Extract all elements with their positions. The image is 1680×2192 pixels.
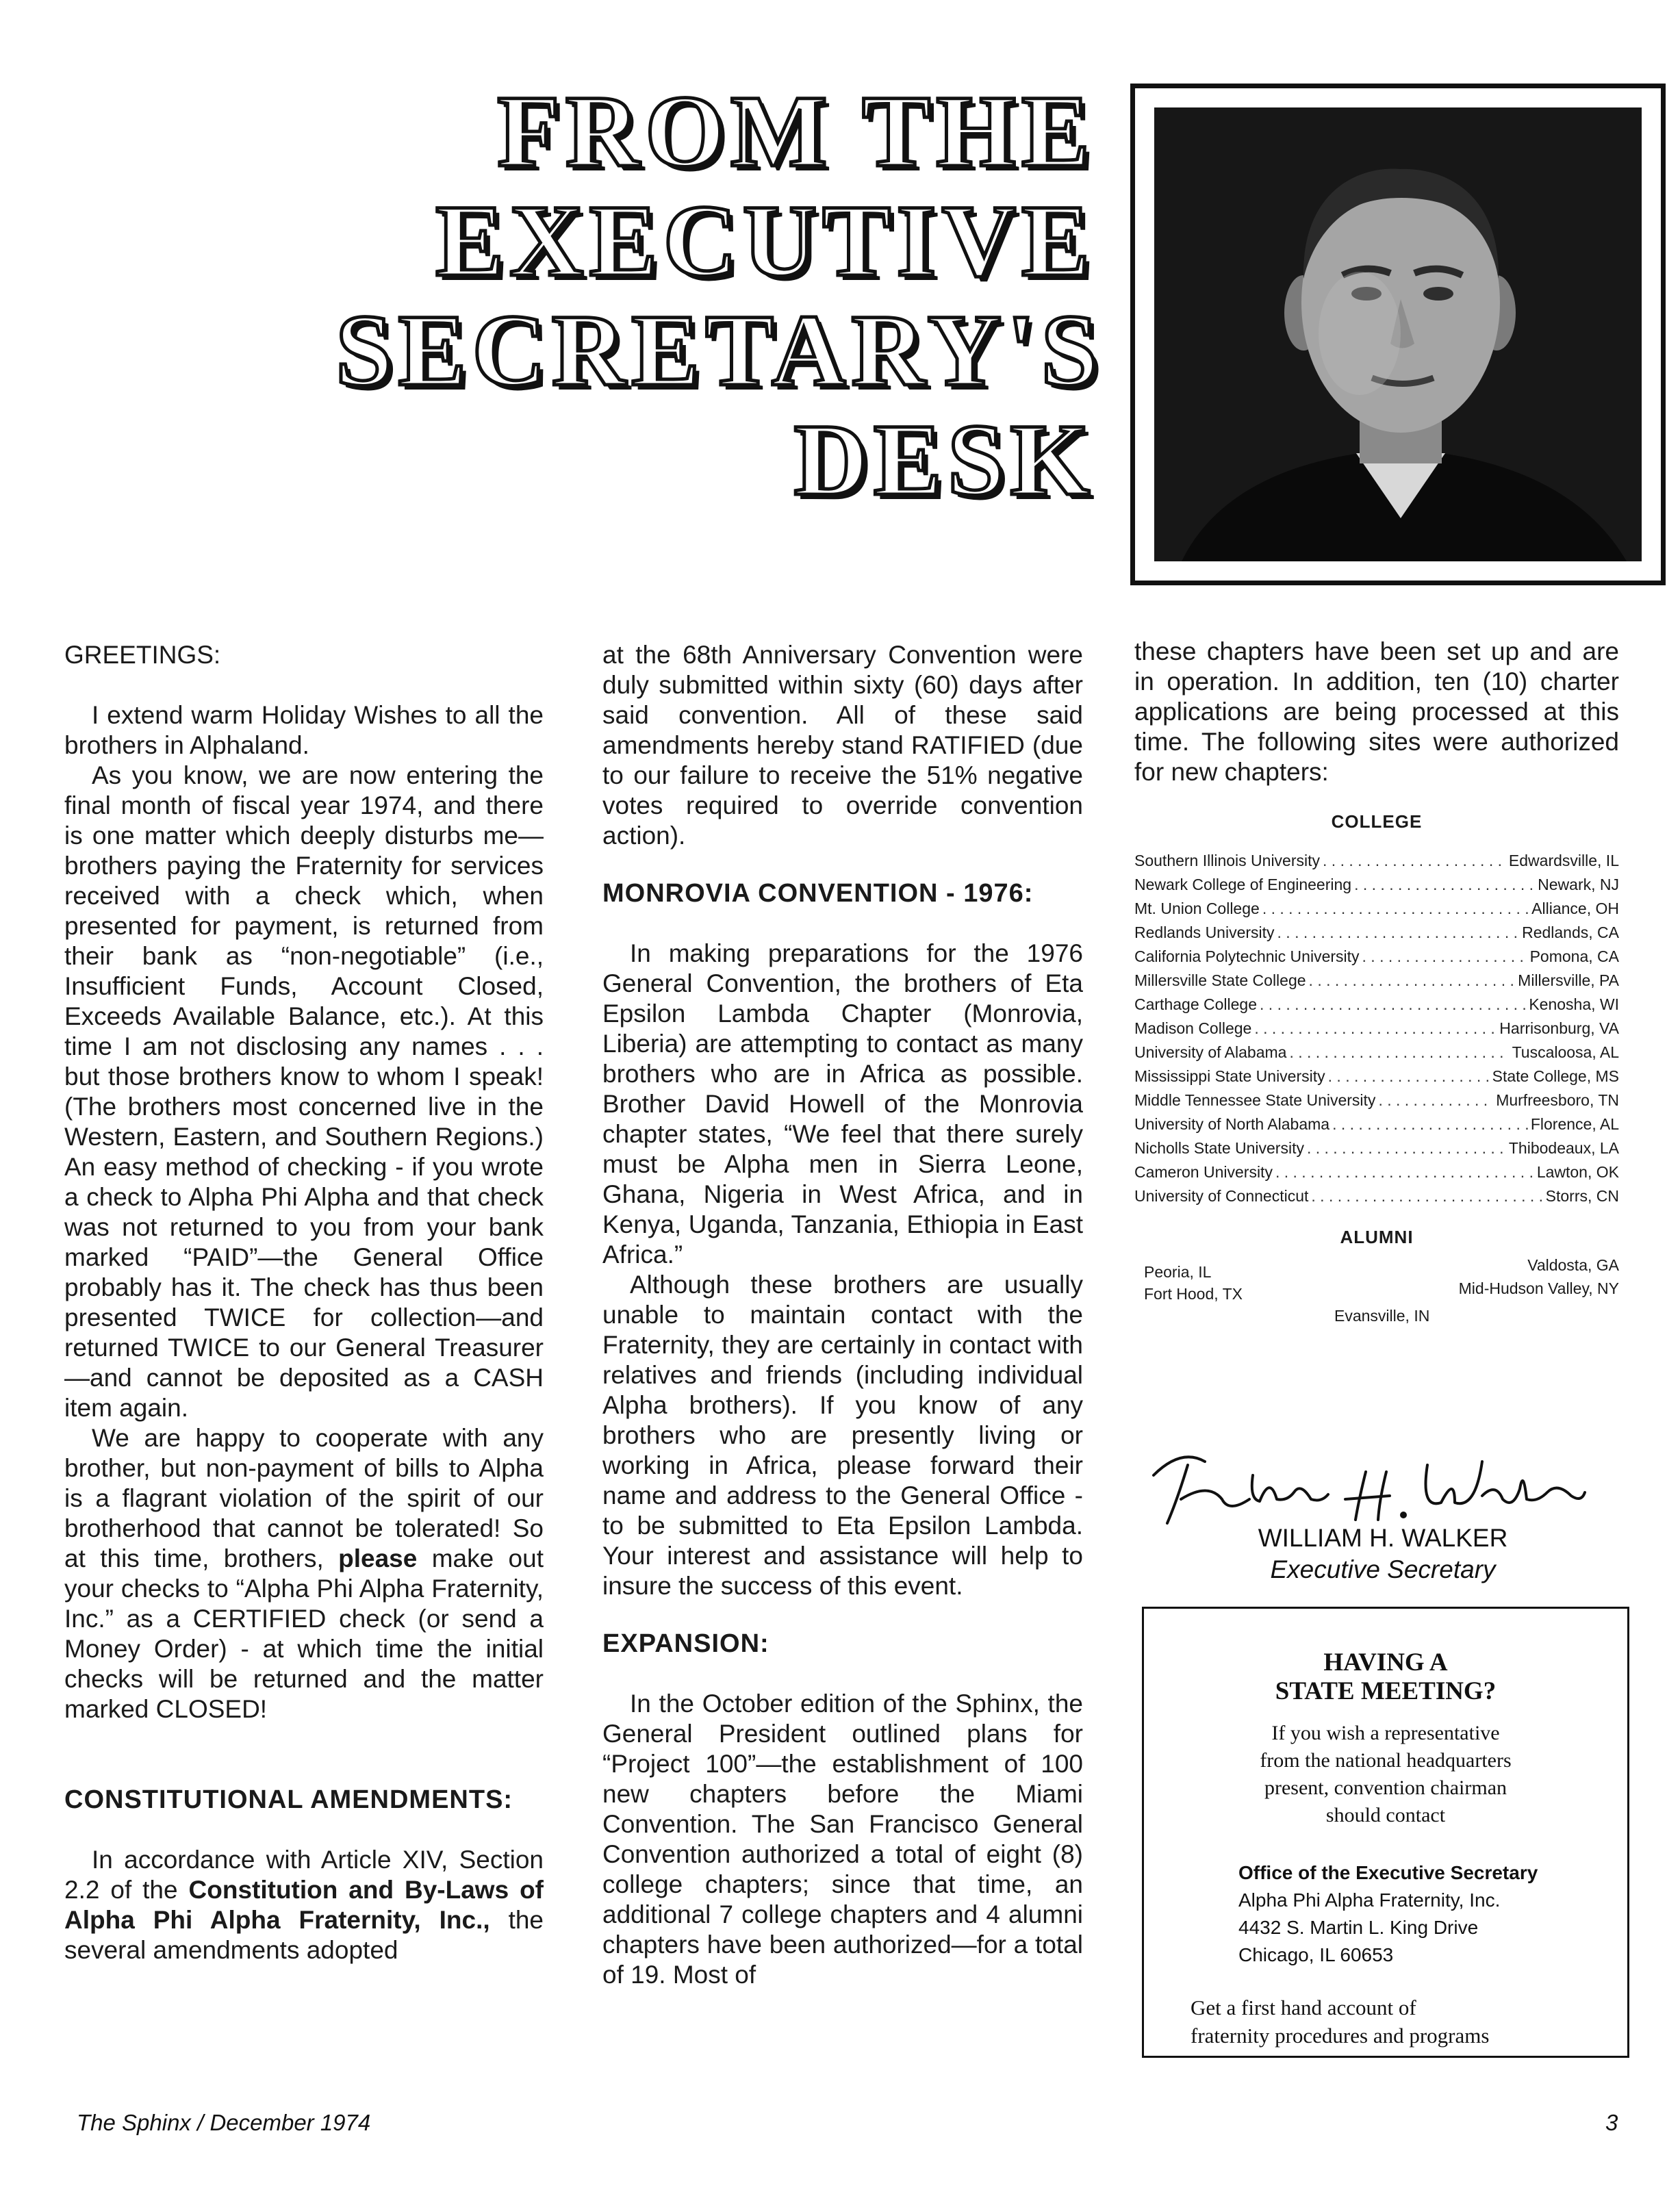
notice-footer-line: fraternity procedures and programs [1191, 2024, 1490, 2048]
alumni-site-list [1134, 1252, 1619, 1327]
college-site-name: University of North Alabama [1134, 1115, 1330, 1133]
leader-dots [1277, 921, 1520, 945]
paragraph-africa-contact: Although these brothers are usually unable to maintain contact with the Fraternity, they are certainly in contact with relatives and friends (including individual Alpha brothers). If you know of any brothers who are presently living or working in Africa, please forward their name and address to the General Office - to be submitted to Eta Epsilon Lambda. Your interest and assistance will help to insure the success of this event. [602, 1271, 1083, 1600]
college-heading: COLLEGE [1331, 811, 1423, 832]
college-site-row [1134, 849, 1619, 873]
notice-body-line: should contact [1325, 1804, 1446, 1826]
college-site-row [1134, 1041, 1619, 1065]
leader-dots [1311, 1184, 1542, 1208]
page-title [335, 75, 1104, 517]
title-line-3: SECRETARY'S [335, 294, 1104, 407]
college-site-name: University of Alabama [1134, 1043, 1287, 1061]
college-site-row [1134, 1112, 1619, 1136]
notice-body-line: from the national headquarters [1260, 1749, 1512, 1772]
paragraph-checks: As you know, we are now entering the final month of fiscal year 1974, and there is one matter which deeply disturbs me—brothers paying the Fraternity for services received with a check which, when presented for payment, is returned from their bank as “non-negotiable” (i.e., Insufficient Funds, Account Closed, Exceeds Available Balance, etc.). At this time I am not disclosing any names . . . but those brothers know to whom I speak! (The brothers most concerned live in the Western, Eastern, and Southern Regions.) An easy method of checking - if you wrote a check to Alpha Phi Alpha and that check was not returned to you from your bank marked “PAID”—the General Office probably has it. The check has thus been presented TWICE for collection—and returned TWICE to our General Treasurer—and cannot be deposited as a CASH item again. [64, 761, 544, 1422]
alumni-site: Peoria, IL [1144, 1263, 1212, 1281]
college-site-location: Lawton, OK [1536, 1163, 1619, 1181]
office-city: Chicago, IL 60653 [1238, 1944, 1394, 1965]
constitution-title: Constitution and By-Laws of Alpha Phi Alpha Fraternity, Inc., [64, 1876, 544, 1934]
title-line-4: DESK [793, 403, 1095, 517]
leader-dots [1260, 993, 1526, 1017]
greeting: GREETINGS: [64, 641, 221, 669]
college-site-location: Kenosha, WI [1529, 995, 1619, 1013]
college-site-row [1134, 993, 1619, 1017]
college-site-location: Harrisonburg, VA [1499, 1019, 1619, 1037]
college-site-row [1134, 1088, 1619, 1112]
college-site-row [1134, 969, 1619, 993]
college-site-row [1134, 921, 1619, 945]
alumni-site: Valdosta, GA [1527, 1256, 1619, 1274]
college-site-location: Storrs, CN [1545, 1187, 1619, 1205]
paragraph-monrovia: In making preparations for the 1976 General Convention, the brothers of Eta Epsilon Lambda Chapter (Monrovia, Liberia) are attempting to contact as many brothers who are in Africa as possible. Brother David Howell of the Monrovia chapter states, “We feel that there surely must be Alpha men in Sierra Leone, Ghana, Nigeria in West Africa, and in Kenya, Uganda, Tanzania, Ethiopia in East Africa.” [602, 939, 1083, 1269]
state-meeting-notice [1142, 1607, 1629, 2058]
paragraph-cooperate [64, 1423, 544, 1724]
college-site-name: Mt. Union College [1134, 900, 1260, 917]
office-street: 4432 S. Martin L. King Drive [1238, 1917, 1479, 1938]
leader-dots [1323, 849, 1506, 873]
college-site-row [1134, 897, 1619, 921]
signatory-name: WILLIAM H. WALKER [1258, 1524, 1508, 1552]
column-left [64, 640, 544, 1965]
signatory-title: Executive Secretary [1270, 1555, 1496, 1583]
college-site-location: State College, MS [1492, 1067, 1619, 1085]
office-address [1144, 1859, 1627, 1969]
college-site-row [1134, 1184, 1619, 1208]
heading-expansion: EXPANSION: [602, 1629, 769, 1658]
college-site-name: Cameron University [1134, 1163, 1273, 1181]
college-site-name: California Polytechnic University [1134, 947, 1360, 965]
college-site-row [1134, 873, 1619, 897]
leader-dots [1307, 1136, 1506, 1160]
college-site-row [1134, 1017, 1619, 1041]
college-site-location: Pomona, CA [1529, 947, 1619, 965]
office-name: Office of the Executive Secretary [1238, 1862, 1538, 1883]
college-site-list [1134, 849, 1619, 1208]
college-site-location: Edwardsville, IL [1508, 852, 1619, 869]
alumni-heading: ALUMNI [1340, 1227, 1414, 1247]
title-line-2: EXECUTIVE [435, 184, 1095, 298]
leader-dots [1309, 969, 1516, 993]
college-site-location: Newark, NJ [1538, 876, 1619, 893]
leader-dots [1254, 1017, 1497, 1041]
paragraph-amendments-text-a: In accordance with Article XIV, Section 2.2 of the [64, 1846, 544, 1904]
paragraph-cooperate-text-b: make out your checks to “Alpha Phi Alpha Fraternity, Inc.” as a CERTIFIED check (or send a Money Order) - at which time the initial checks will be returned and the matter marked CLOSED! [64, 1544, 544, 1723]
college-site-name: Southern Illinois University [1134, 852, 1321, 869]
paragraph-expansion: In the October edition of the Sphinx, the General President outlined plans for “Project 100”—the establishment of 100 new chapters before the Miami Convention. The San Francisco General Convention authorized a total of eight (8) college chapters; since that time, an additional 7 college chapters and 4 alumni chapters have been authorized—for a total of 19. Most of [602, 1690, 1083, 1989]
college-site-location: Alliance, OH [1531, 900, 1619, 917]
college-site-name: Millersville State College [1134, 971, 1306, 989]
alumni-site: Mid-Hudson Valley, NY [1458, 1279, 1619, 1297]
handwritten-signature [1140, 1434, 1592, 1530]
paragraph-amendments [64, 1845, 544, 1965]
college-site-name: Carthage College [1134, 995, 1258, 1013]
college-site-location: Tuscaloosa, AL [1512, 1043, 1619, 1061]
leader-dots [1332, 1112, 1528, 1136]
heading-constitutional-amendments: CONSTITUTIONAL AMENDMENTS: [64, 1785, 513, 1814]
paragraph-chapters: these chapters have been set up and are in operation. In addition, ten (10) charter applications are being processed at this time. The following sites were authorized for new chapters: [1134, 637, 1619, 786]
college-site-row [1134, 1160, 1619, 1184]
office-organization: Alpha Phi Alpha Fraternity, Inc. [1238, 1889, 1501, 1911]
paragraph-cooperate-text-a: We are happy to cooperate with any brother, but non-payment of bills to Alpha is a flagrant violation of the spirit of our brotherhood that cannot be tolerated! So at this time, brothers, [64, 1424, 544, 1572]
alumni-site: Fort Hood, TX [1144, 1285, 1243, 1303]
leader-dots [1289, 1041, 1509, 1065]
college-site-location: Redlands, CA [1522, 923, 1619, 941]
college-site-row [1134, 945, 1619, 969]
college-site-name: Madison College [1134, 1019, 1252, 1037]
notice-footer-line: Get a first hand account of [1191, 1996, 1416, 2019]
college-site-row [1134, 1136, 1619, 1160]
notice-headline-line-1: HAVING A [1323, 1648, 1448, 1677]
leader-dots [1262, 897, 1529, 921]
college-site-name: Redlands University [1134, 923, 1275, 941]
college-site-name: Newark College of Engineering [1134, 876, 1352, 893]
college-site-name: University of Connecticut [1134, 1187, 1309, 1205]
leader-dots [1362, 945, 1527, 969]
portrait-image [1154, 107, 1642, 561]
college-site-location: Florence, AL [1530, 1115, 1619, 1133]
column-middle [602, 640, 1083, 1990]
title-line-1: FROM THE [497, 75, 1095, 188]
leader-dots [1354, 873, 1535, 897]
paragraph-holiday-wishes: I extend warm Holiday Wishes to all the brothers in Alphaland. [64, 701, 544, 759]
paragraph-ratified: at the 68th Anniversary Convention were duly submitted within sixty (60) days after said convention. All of these said amendments hereby stand RATIFIED (due to our failure to receive the 51% negative votes required to override convention action). [602, 641, 1083, 850]
college-site-name: Nicholls State University [1134, 1139, 1304, 1157]
notice-body [1144, 1720, 1627, 1829]
college-site-location: Millersville, PA [1518, 971, 1619, 989]
college-site-location: Murfreesboro, TN [1496, 1091, 1619, 1109]
publication-footer: The Sphinx / December 1974 [77, 2110, 371, 2135]
notice-footer [1144, 1993, 1627, 2050]
leader-dots [1328, 1065, 1490, 1088]
portrait-photo [1130, 84, 1666, 585]
college-site-name: Mississippi State University [1134, 1067, 1325, 1085]
notice-body-line: If you wish a representative [1271, 1722, 1500, 1744]
notice-body-line: present, convention chairman [1264, 1776, 1507, 1799]
college-site-name: Middle Tennessee State University [1134, 1091, 1376, 1109]
leader-dots [1275, 1160, 1534, 1184]
page-number: 3 [1605, 2110, 1618, 2135]
college-site-row [1134, 1065, 1619, 1088]
notice-headline-line-2: STATE MEETING? [1275, 1677, 1497, 1705]
leader-dots [1378, 1088, 1493, 1112]
notice-headline [1144, 1648, 1627, 1706]
column-right [1134, 637, 1619, 1327]
alumni-site: Evansville, IN [1334, 1307, 1430, 1325]
paragraph-amendments-text-b: the several amendments adopted [64, 1906, 544, 1964]
heading-monrovia-convention: MONROVIA CONVENTION - 1976: [602, 879, 1034, 908]
college-site-location: Thibodeaux, LA [1508, 1139, 1619, 1157]
emphasis-please: please [338, 1544, 418, 1572]
